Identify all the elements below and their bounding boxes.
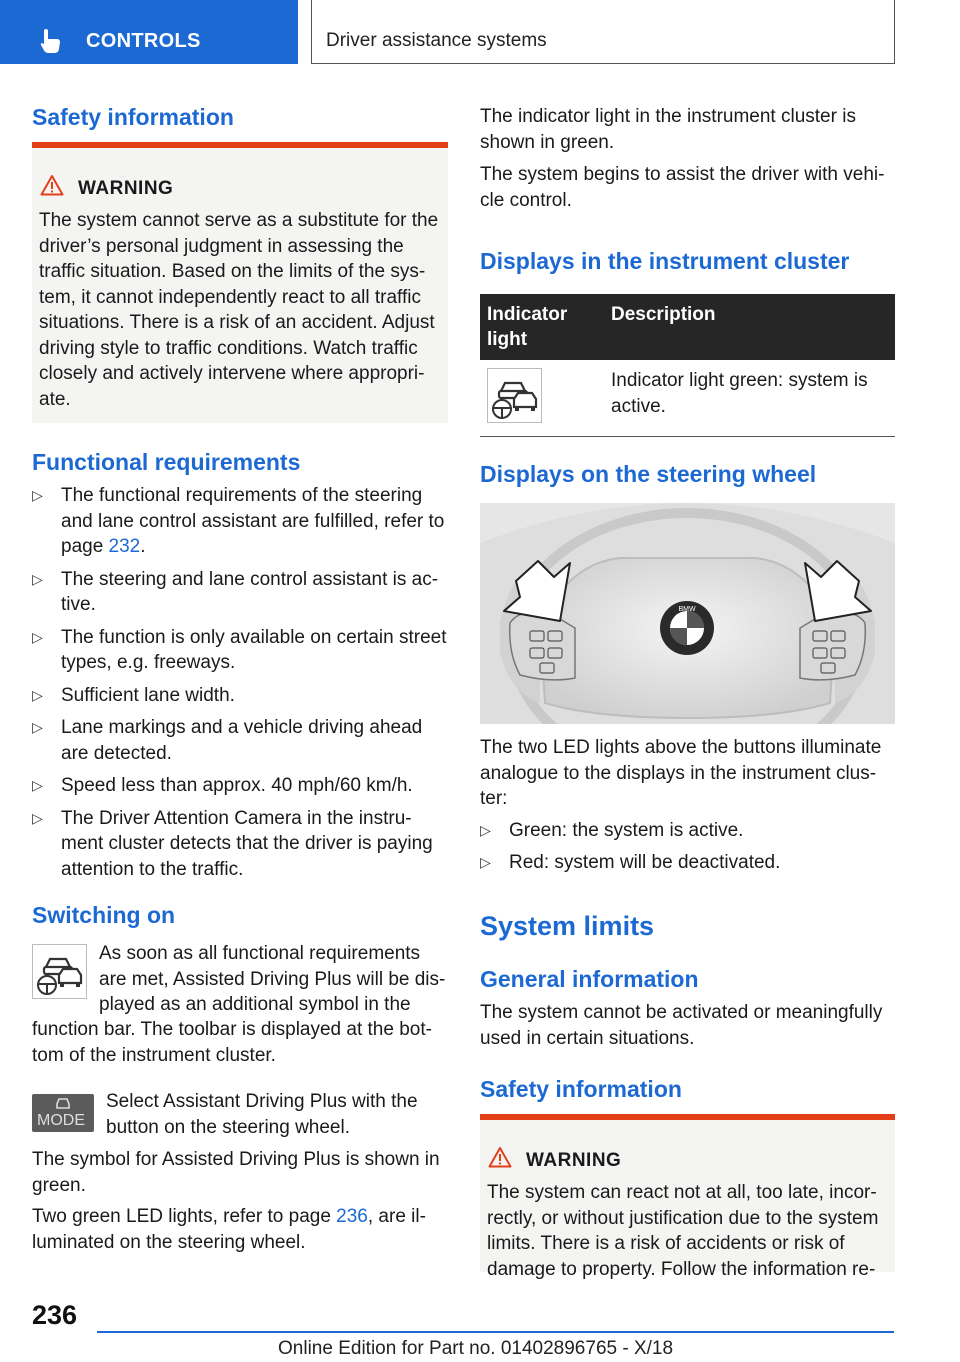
switching-on-para (99, 941, 449, 1018)
led-para (32, 1204, 448, 1255)
text-line: Sufficient lane width. (61, 684, 235, 706)
page-link-236[interactable]: 236 (336, 1206, 368, 1227)
switching-on-heading: Switching on (32, 902, 176, 928)
indicator-light-icon (487, 368, 542, 423)
text-line: The function is only available on certain street (61, 626, 447, 648)
list-item (32, 773, 448, 799)
mode-label: MODE (37, 1112, 85, 1129)
text-line: Indicator light green: system is (611, 370, 868, 391)
list-item (32, 567, 448, 618)
list-item (480, 850, 895, 876)
text-line: tive. (61, 594, 96, 615)
warning-box (32, 142, 448, 423)
warning-label: WARNING (526, 1150, 622, 1171)
text-line: tem, it cannot independently react to all traffic (39, 286, 421, 308)
text-line: ment cluster detects that the driver is paying (61, 833, 433, 854)
text-line: tom of the instrument cluster. (32, 1044, 276, 1066)
text-span: , are il- (367, 1206, 426, 1227)
functional-requirements-heading: Functional requirements (32, 449, 301, 475)
text-line: The system begins to assist the driver with vehi- (480, 164, 885, 185)
text-line: are detected. (61, 742, 172, 764)
mode-button-icon (32, 1094, 94, 1132)
text-line: driving style to traffic conditions. Watch traffic (39, 337, 418, 359)
displays-wheel-heading: Displays on the steering wheel (480, 461, 817, 487)
spacer (480, 155, 895, 162)
text-line (61, 534, 448, 560)
text-line: limits. There is a risk of accidents or risk of (487, 1233, 845, 1254)
symbol-para (32, 1147, 448, 1198)
car-icon (54, 1097, 72, 1111)
steering-wheel-cars-icon (33, 945, 86, 998)
text-span: Two green LED lights, refer to page (32, 1206, 337, 1227)
text-line: button on the steering wheel. (106, 1116, 351, 1138)
text-span: . (140, 536, 146, 557)
list-item (32, 625, 448, 676)
list-item (32, 683, 448, 709)
text-line: light (487, 329, 528, 350)
bullet-triangle-icon: ▷ (32, 777, 43, 793)
assisted-driving-plus-icon (32, 944, 87, 999)
steering-wheel-drawing (480, 503, 895, 724)
text-line: traffic situation. Based on the limits of the sys- (39, 261, 426, 282)
table-row (480, 360, 895, 437)
text-line: used in certain situations. (480, 1027, 695, 1049)
steering-wheel-cars-icon (488, 369, 541, 422)
warning-triangle-icon (40, 174, 64, 196)
bullet-triangle-icon: ▷ (32, 809, 43, 826)
table-cell-description (604, 360, 895, 437)
warning-text (487, 1180, 892, 1282)
text-line: The system can react not at all, too late, incor- (487, 1182, 877, 1203)
text-line: The system cannot serve as a substitute for the (39, 210, 439, 231)
text-line: Select Assistant Driving Plus with the (106, 1091, 418, 1112)
section-tab-controls[interactable] (0, 0, 298, 64)
safety-heading-2: Safety information (480, 1076, 682, 1102)
page-number: 236 (32, 1300, 78, 1330)
text-line: analogue to the displays in the instrument clus- (480, 762, 877, 784)
text-line: Red: system will be deactivated. (509, 851, 781, 873)
page-link-232[interactable]: 232 (108, 536, 141, 557)
text-line: The two LED lights above the buttons illuminate (480, 737, 882, 758)
text-line: are met, Assisted Driving Plus will be dis- (99, 968, 446, 990)
text-line: and lane control assistant are fulfilled, refer to (61, 510, 445, 532)
text-line: Speed less than approx. 40 mph/60 km/h. (61, 775, 413, 796)
text-line: The symbol for Assisted Driving Plus is shown in (32, 1149, 440, 1170)
text-line: played as an additional symbol in the (99, 994, 411, 1015)
footer-rule (97, 1331, 894, 1333)
text-line: driver’s personal judgment in assessing the (39, 235, 404, 257)
text-line: damage to property. Follow the information re- (487, 1258, 876, 1280)
text-line: rectly, or without justification due to the system (487, 1207, 879, 1229)
list-item (32, 806, 448, 883)
select-para (106, 1089, 448, 1140)
logo-letters: BMW (678, 606, 696, 613)
table-header-description: Description (604, 294, 895, 360)
bullet-triangle-icon: ▷ (32, 570, 43, 587)
bullet-triangle-icon: ▷ (480, 853, 491, 870)
text-line: types, e.g. freeways. (61, 652, 236, 673)
text-line: Lane markings and a vehicle driving ahead (61, 717, 423, 738)
led-lights-para (480, 735, 895, 812)
text-line: As soon as all functional requirements (99, 943, 421, 964)
safety-heading: Safety information (32, 104, 234, 130)
warning-triangle-icon (488, 1146, 512, 1168)
text-line: attention to the traffic. (61, 858, 244, 880)
text-line: luminated on the steering wheel. (32, 1231, 306, 1253)
pointing-hand-icon (38, 28, 64, 54)
text-line: ter: (480, 788, 508, 809)
indicator-table-grid (480, 294, 895, 437)
chapter-title: Driver assistance systems (326, 30, 547, 51)
bullet-triangle-icon: ▷ (32, 686, 43, 703)
text-line: cle control. (480, 189, 572, 211)
general-information-heading: General information (480, 966, 699, 992)
text-line: ate. (39, 388, 71, 410)
text-line: The indicator light in the instrument cluster is (480, 106, 856, 127)
text-line: Green: the system is active. (509, 820, 744, 841)
text-line (32, 1204, 448, 1230)
led-lights-list (480, 818, 895, 875)
text-line: The functional requirements of the steering (61, 485, 423, 506)
text-line: situations. There is a risk of an accident. Adjust (39, 312, 435, 333)
text-line: The system cannot be activated or meaningfully (480, 1002, 883, 1023)
list-item (480, 818, 895, 844)
warning-text (39, 208, 444, 412)
bullet-triangle-icon: ▷ (32, 487, 43, 503)
switching-on-para-cont (32, 1017, 448, 1068)
system-limits-heading: System limits (480, 911, 655, 941)
displays-cluster-heading: Displays in the instrument cluster (480, 248, 850, 274)
warning-label: WARNING (78, 178, 174, 199)
text-line: Indicator (487, 304, 568, 325)
list-item (32, 483, 448, 560)
indicator-table (480, 294, 895, 437)
bullet-triangle-icon: ▷ (480, 822, 491, 838)
intro-para (480, 104, 895, 213)
table-header-indicator (480, 294, 604, 360)
steering-wheel-illustration (480, 503, 895, 724)
text-line: The Driver Attention Camera in the instru- (61, 807, 412, 829)
bullet-triangle-icon: ▷ (32, 719, 43, 735)
list-item (32, 715, 448, 766)
text-line: function bar. The toolbar is displayed at the bot- (32, 1019, 432, 1040)
text-line: active. (611, 395, 666, 417)
general-information-para (480, 1000, 895, 1051)
table-header-row (480, 294, 895, 360)
chapter-header (311, 0, 895, 64)
text-line: closely and actively intervene where appropri- (39, 363, 425, 384)
warning-box-2 (480, 1114, 895, 1280)
functional-requirements-list (32, 483, 448, 882)
bullet-triangle-icon: ▷ (32, 628, 43, 645)
text-line: shown in green. (480, 131, 615, 153)
text-line: green. (32, 1174, 86, 1196)
section-tab-label: CONTROLS (86, 30, 201, 52)
text-span: page (61, 536, 109, 557)
edition-footer: Online Edition for Part no. 01402896765 - X/18 (278, 1338, 674, 1359)
table-cell-icon (480, 360, 604, 437)
text-line: The steering and lane control assistant is ac- (61, 568, 439, 590)
